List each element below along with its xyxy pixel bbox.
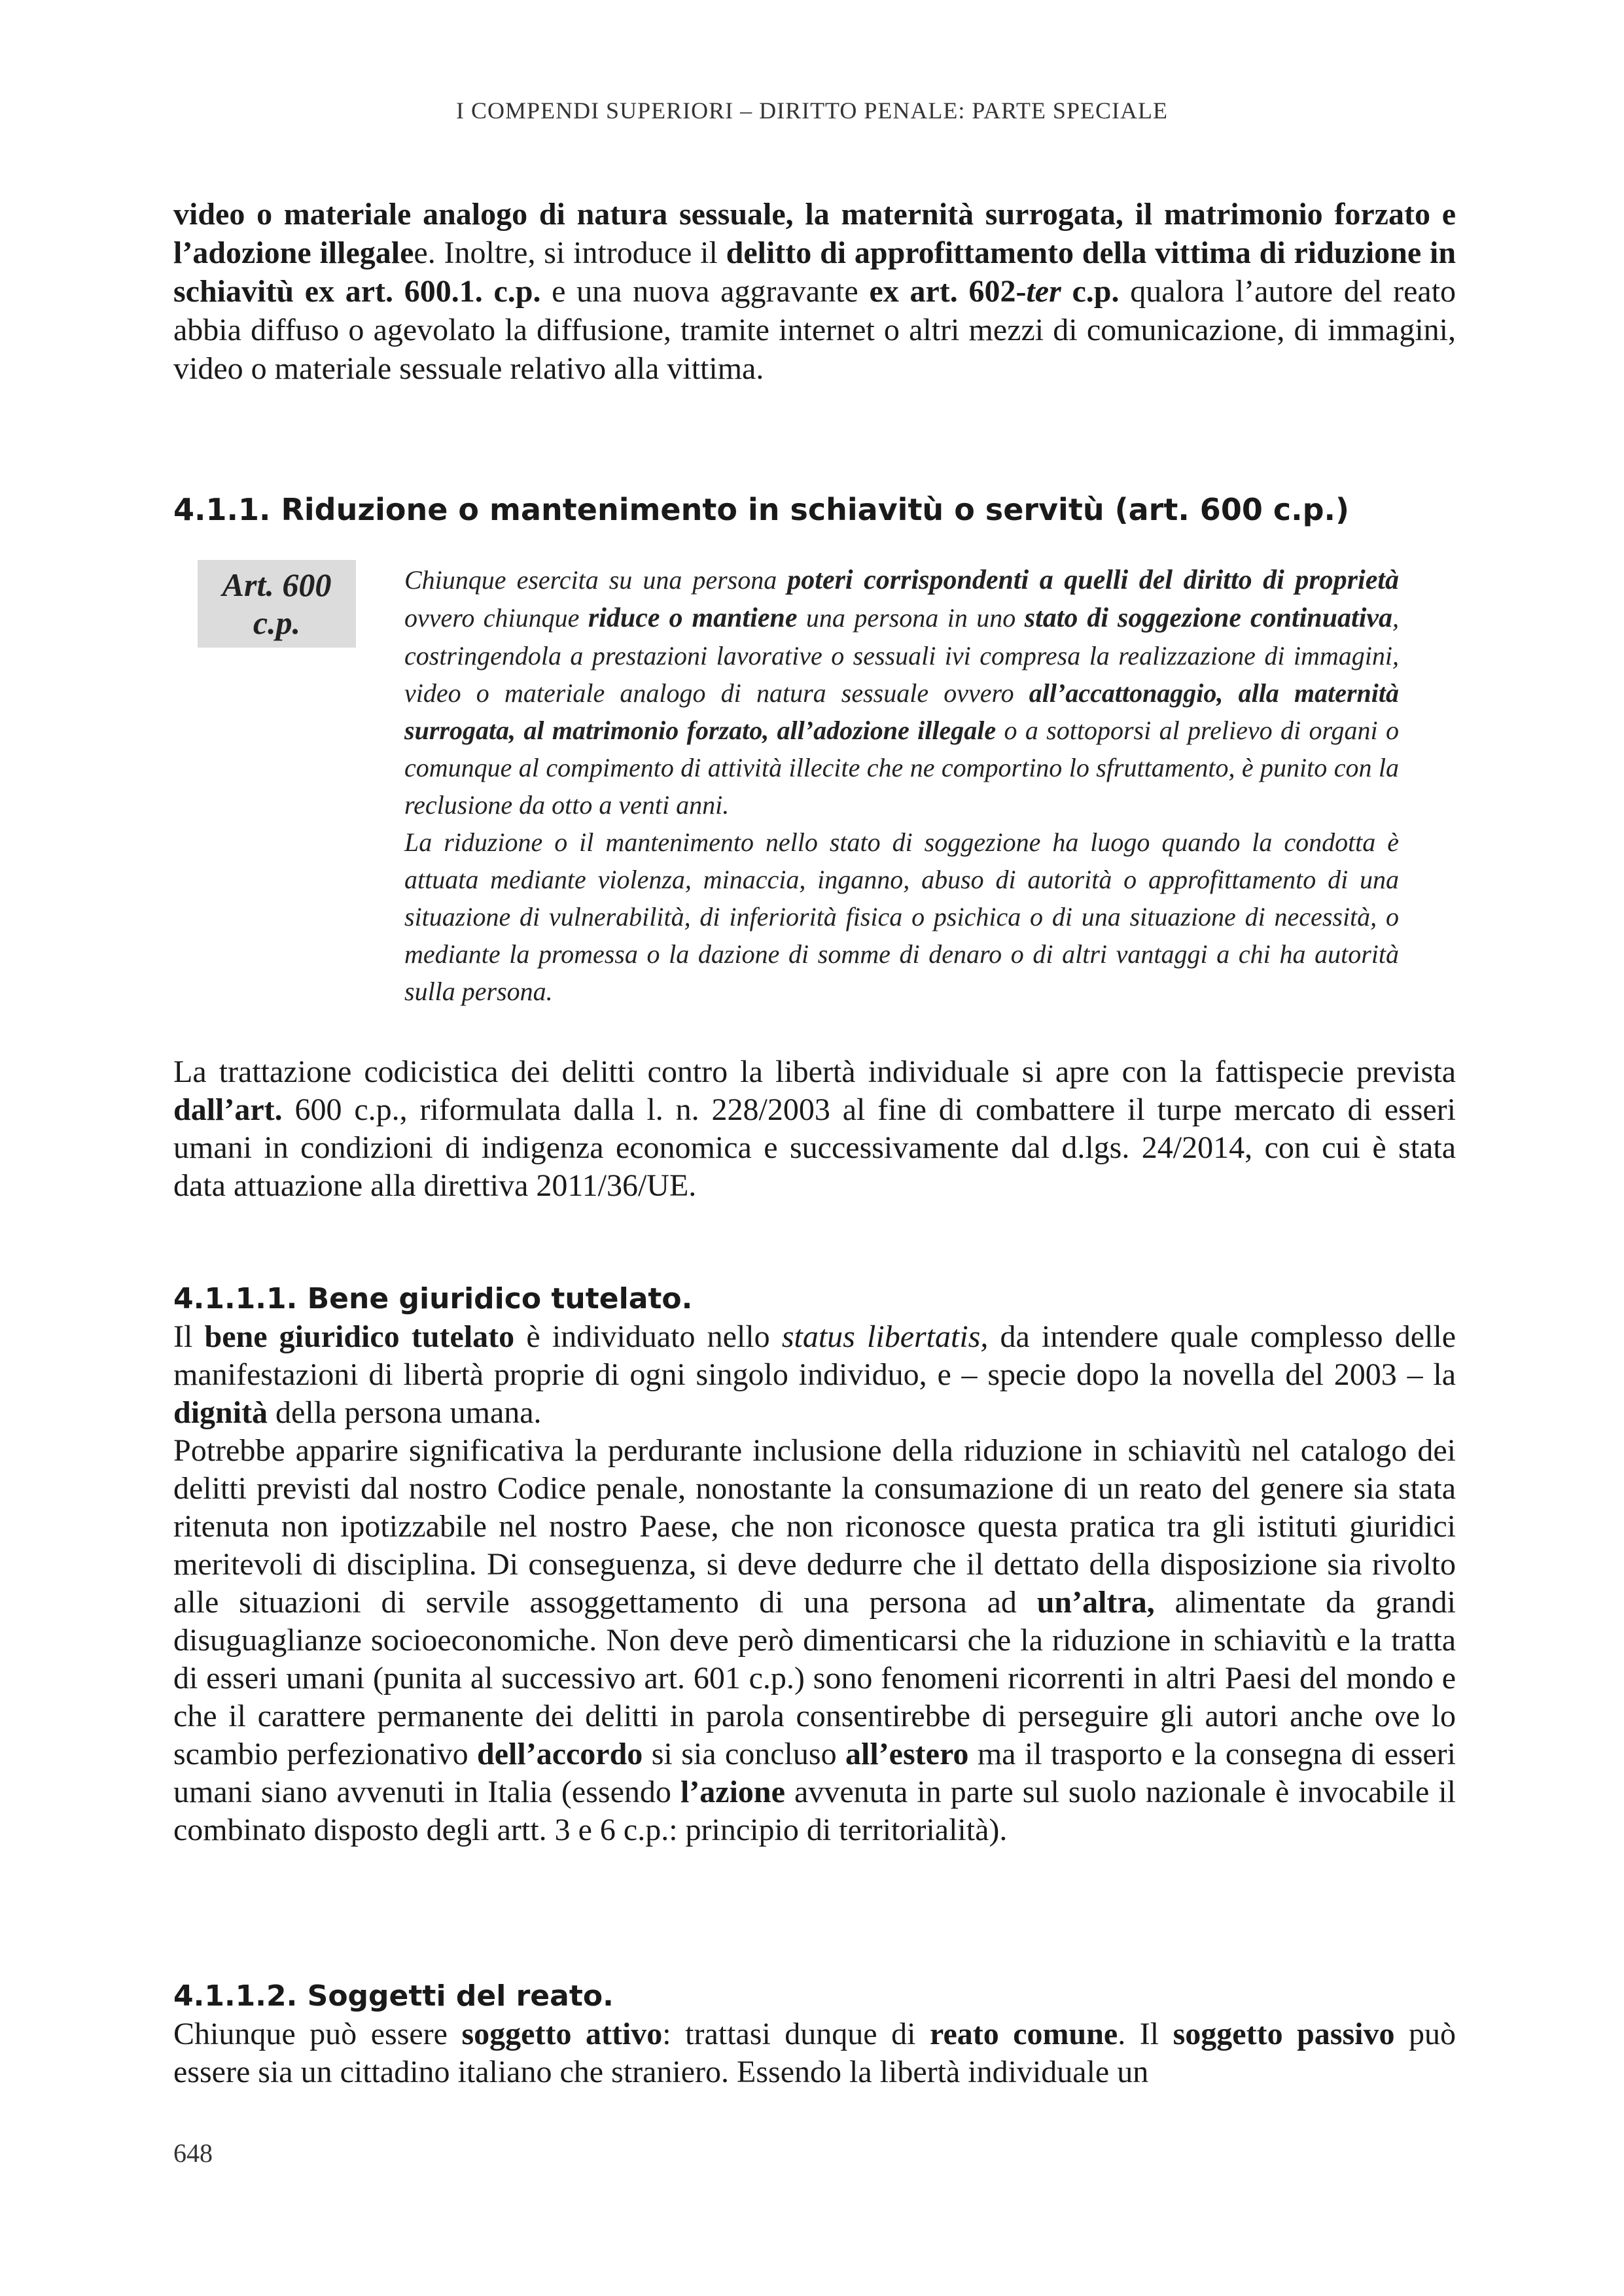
intro-bold-cp: c.p. xyxy=(1061,274,1120,309)
article-bold-run: riduce o mantiene xyxy=(588,603,798,633)
bold-run: reato comune xyxy=(930,2017,1118,2051)
text-run: si sia concluso xyxy=(643,1737,846,1771)
article-bold-run: poteri corrispondenti a quelli del diritto di proprietà xyxy=(787,565,1400,595)
text-run: Potrebbe apparire significativa la perdurante inclusione della riduzione in schiavitù nel catalogo dei delitti previsti dal nostro Codice penale, nonostante la consumazione di un reato del genere sia stata ritenuta non ipotizzabile nel nostro Paese, che non riconosce questa pratica tra gli istituti giuridici meritevoli di disciplina. Di conseguenza, si deve dedurre che il dettato della disposizione sia rivolto alle situazioni di servile assoggettamento di una persona ad xyxy=(173,1433,1456,1620)
text-run: da intendere quale complesso delle manifestazioni di libertà proprie di ogni singolo individuo, e – specie dopo la novella del 2003 – la xyxy=(173,1319,1456,1392)
intro-text-3: qualora l’autore del reato abbia diffuso o agevolato la diffusione, tramite internet o altri mezzi di comunicazione, di immagini, video o materiale sessuale relativo alla vittima. xyxy=(173,274,1456,386)
text-run: della persona umana. xyxy=(268,1395,542,1430)
article-text-run: ovvero chiunque xyxy=(404,603,588,633)
article-label-line1: Art. 600 xyxy=(222,566,332,603)
text-run: 600 c.p., riformulata dalla l. n. 228/2003 al fine di combattere il turpe mercato di esseri umani in condizioni di indigenza economica e successivamente dal d.lgs. 24/2014, con cui è stata data attuazione alla direttiva 2011/36/UE. xyxy=(173,1092,1456,1203)
article-bold-run: all’accattonaggio, alla maternità surrogata, al matrimonio forzato, all’adozione illegale xyxy=(404,678,1399,745)
section-4-1-1-1-paragraph-2 xyxy=(173,1432,1456,1849)
text-run: può essere sia un cittadino italiano che straniero. Essendo la libertà individuale un xyxy=(173,2017,1456,2089)
paragraph-2-block xyxy=(173,1053,1456,1205)
article-text-run: Chiunque esercita su una persona xyxy=(404,565,788,595)
intro-bold-italic-ter: ter xyxy=(1026,274,1061,309)
bold-run: dall’art. xyxy=(173,1092,283,1127)
section-4-1-1-1-paragraph-1 xyxy=(173,1318,1456,1432)
intro-paragraph-block xyxy=(173,195,1456,388)
intro-text-2: e una nuova aggravante xyxy=(540,274,870,309)
text-run: ma il trasporto e la consegna di esseri umani siano avvenuti in Italia (essendo xyxy=(173,1737,1456,1809)
text-run: La trattazione codicistica dei delitti contro la libertà individuale si apre con la fattispecie prevista xyxy=(173,1054,1456,1089)
section-4-1-1-2-block xyxy=(173,1979,1456,2091)
bold-run: l’azione xyxy=(680,1775,785,1809)
bold-run: dell’accordo xyxy=(477,1737,643,1771)
section-4-1-1-2-paragraph xyxy=(173,2015,1456,2091)
bold-run: soggetto passivo xyxy=(1173,2017,1395,2051)
italic-run: status libertatis, xyxy=(781,1319,989,1354)
intro-bold-text: video o materiale analogo di natura sessuale, la maternità surrogata, il matrimonio forzato e l’adozione illegale xyxy=(173,197,1456,270)
section-4-1-1-1-block xyxy=(173,1282,1456,1849)
text-run: Il xyxy=(173,1319,205,1354)
section-heading-4-1-1-2: 4.1.1.2. Soggetti del reato. xyxy=(173,1979,614,2013)
text-run: . Il xyxy=(1118,2017,1173,2051)
article-text xyxy=(404,561,1399,1010)
article-text-run: o a sottoporsi al prelievo di organi o comunque al compimento di attività illecite che ne comportino lo sfruttamento, è punito con la reclusione da otto a venti anni. xyxy=(404,716,1400,820)
article-text-run: una persona in uno xyxy=(797,603,1025,633)
text-run: Chiunque può essere xyxy=(173,2017,462,2051)
section-heading-4-1-1: 4.1.1. Riduzione o mantenimento in schiavitù o servitù (art. 600 c.p.) xyxy=(173,492,1350,527)
article-paragraph-2: La riduzione o il mantenimento nello stato di soggezione ha luogo quando la condotta è attuata mediante violenza, minaccia, inganno, abuso di autorità o approfittamento di una situazione di vulnerabilità, di inferiorità fisica o psichica o di una situazione di necessità, o mediante la promessa o la dazione di somme di denaro o di altri vantaggi a chi ha autorità sulla persona. xyxy=(404,827,1399,1006)
running-header: I COMPENDI SUPERIORI – DIRITTO PENALE: PARTE SPECIALE xyxy=(456,97,1168,124)
bold-run: all’estero xyxy=(845,1737,969,1771)
text-run: alimentate da grandi disuguaglianze socioeconomiche. Non deve però dimenticarsi che la riduzione in schiavitù e la tratta di esseri umani (punita al successivo art. 601 c.p.) sono fenomeni ricorrenti in altri Paesi del mondo e che il carattere permanente dei delitti in parola consentirebbe di perseguire gli autori anche ove lo scambio perfezionativo xyxy=(173,1585,1456,1771)
bold-run: dignità xyxy=(173,1395,268,1430)
article-label-line2: c.p. xyxy=(253,604,301,641)
section-heading-4-1-1-1: 4.1.1.1. Bene giuridico tutelato. xyxy=(173,1282,693,1315)
paragraph-2 xyxy=(173,1053,1456,1205)
bold-run: bene giuridico tutelato xyxy=(204,1319,515,1354)
text-run: : trattasi dunque di xyxy=(662,2017,930,2051)
section-heading-block xyxy=(173,492,1456,527)
bold-run: un’altra, xyxy=(1036,1585,1155,1620)
article-text-run: , costringendola a prestazioni lavorative o sessuali ivi compresa la realizzazione di immagini, video o materiale analogo di natura sessuale ovvero xyxy=(404,603,1400,708)
text-run: avvenuta in parte sul suolo nazionale è invocabile il combinato disposto degli artt. 3 e 6 c.p.: principio di territorialità). xyxy=(173,1775,1456,1847)
intro-text: e. Inoltre, si introduce il xyxy=(414,235,726,270)
page-number: 648 xyxy=(173,2138,213,2168)
bold-run: soggetto attivo xyxy=(461,2017,663,2051)
article-paragraph-1 xyxy=(404,561,1399,824)
intro-bold-art: ex art. 602- xyxy=(869,274,1027,309)
intro-paragraph xyxy=(173,195,1456,388)
article-label-box xyxy=(198,560,356,648)
intro-bold-delitto: delitto di approfittamento della vittima di riduzione in schiavitù ex art. 600.1. c.p. xyxy=(173,235,1456,309)
text-run: è individuato nello xyxy=(514,1319,782,1354)
article-bold-run: stato di soggezione continuativa xyxy=(1024,603,1393,633)
